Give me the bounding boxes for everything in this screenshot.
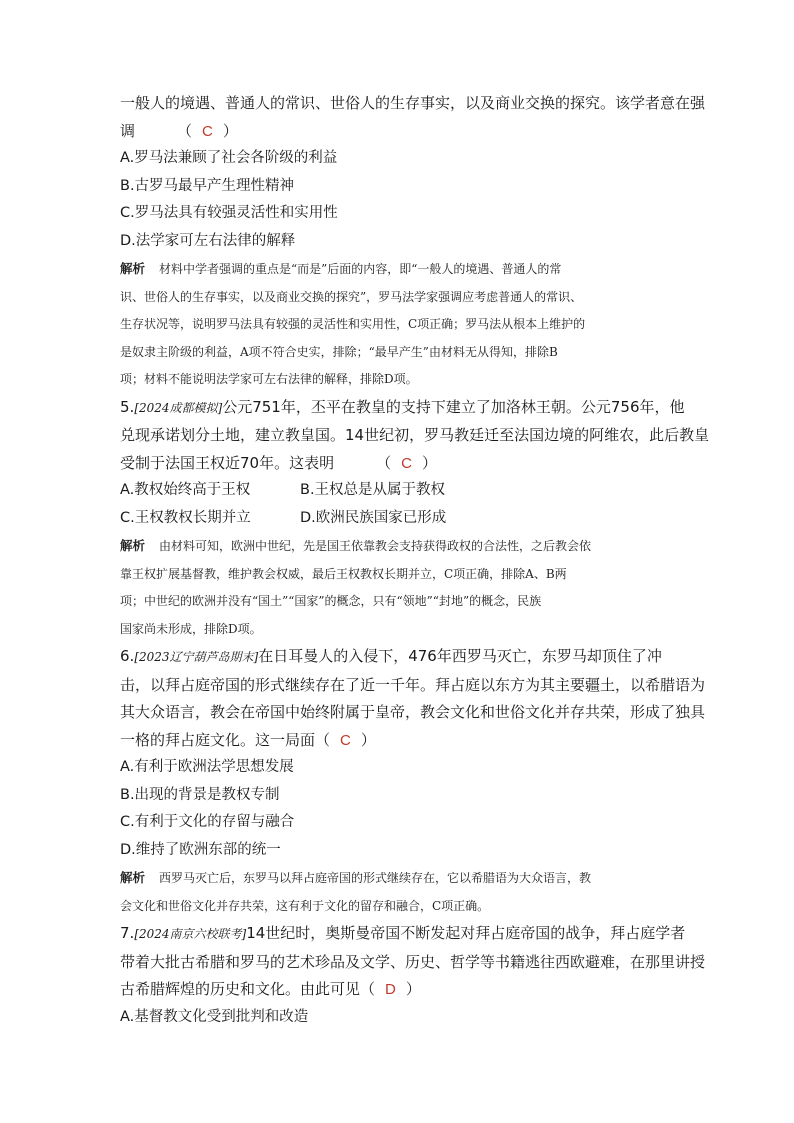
question-7-stem-line: 带着大批古希腊和罗马的艺术珍品及文学、历史、哲学等书籍逃往西欧避难，在那里讲授 [120,952,706,971]
option-a: A.基督教文化受到批判和改造 [120,1008,309,1025]
question-source: [2024成都模拟] [134,400,223,415]
option-c: C.罗马法具有较强灵活性和实用性 [120,205,338,221]
page-content [120,90,710,1031]
answer-bracket-open: （ [315,730,331,749]
question-source: [2024南京六校联考] [134,927,247,941]
option-d: D.维持了欧洲东部的统一 [120,841,281,858]
analysis-label: 解析 [120,538,146,553]
question-source: [2023辽宁葫芦岛期末] [134,650,259,664]
answer-letter: C [340,731,351,749]
question-5-stem-line: 兑现承诺划分土地，建立教皇国。14世纪初，罗马教廷迁至法国边境的阿维农，此后教皇 [120,426,710,444]
option-a: A.教权始终高于王权 [120,482,251,498]
question-number: 5. [120,397,135,416]
question-6-stem-line: 击，以拜占庭帝国的形式继续存在了近一千年。拜占庭以东方为其主要疆土，以希腊语为 [120,675,706,694]
question-7-stem-line: 7.[2024南京六校联考]14世纪时，奥斯曼帝国不断发起对拜占庭帝国的战争，拜占庭学者 [120,924,686,942]
option-d: D.欧洲民族国家已形成 [300,509,447,526]
question-5-stem-line: 5.[2024成都模拟]公元751年，丕平在教皇的支持下建立了加洛林王朝。公元756年，他 [120,397,685,416]
question-4-stem-line: 一般人的境遇、普通人的常识、世俗人的生存事实，以及商业交换的探究。该学者意在强 [120,94,706,112]
answer-bracket-close: ） [360,730,376,749]
analysis-label: 解析 [120,870,146,885]
question-6-stem-line: 6.[2023辽宁葫芦岛期末]在日耳曼人的入侵下，476年西罗马灭亡，东罗马却顶住了冲 [120,647,662,665]
option-c: C.有利于文化的存留与融合 [120,814,295,830]
question-4-stem-end: 调 [120,121,136,140]
question-number: 6. [120,647,135,665]
answer-letter: D [385,981,396,998]
question-6-stem-line: 一格的拜占庭文化。这一局面（ C ） [120,730,376,749]
answer-letter: C [202,122,213,140]
analysis-line: 识、世俗人的生存事实，以及商业交换的探究”，罗马法学家强调应考虑普通人的常识、 [120,289,583,304]
analysis-line: 解析 材料中学者强调的重点是“而是”后面的内容，即“一般人的境遇、普通人的常 [120,261,562,276]
analysis-line: 生存状况等，说明罗马法具有较强的灵活性和实用性，C项正确；罗马法从根本上维护的 [120,317,586,331]
option-b: B.王权总是从属于教权 [300,482,446,498]
question-7-stem-line: 古希腊辉煌的历史和文化。由此可见（ D ） [120,980,421,998]
option-a: A.罗马法兼顾了社会各阶级的利益 [120,150,338,166]
answer-bracket-close: ） [222,121,238,140]
answer-bracket-open: （ [376,453,392,472]
option-row [120,505,680,533]
question-5-stem-line: 受制于法国王权近70年。这表明 （ C ） [120,453,437,472]
option-c: C.王权教权长期并立 [120,509,251,526]
answer-letter: C [401,454,412,472]
analysis-line: 项；材料不能说明法学家可左右法律的解释，排除D项。 [120,372,418,386]
option-d: D.法学家可左右法律的解释 [120,232,296,249]
option-a: A.有利于欧洲法学思想发展 [120,759,294,775]
answer-bracket-open: （ [360,980,376,998]
answer-bracket-close: ） [405,980,421,998]
question-number: 7. [120,924,135,942]
analysis-label: 解析 [120,261,146,276]
answer-bracket-close: ） [421,453,437,472]
analysis-line: 是奴隶主阶级的利益，A项不符合史实，排除；“最早产生”由材料无从得知，排除B [120,344,558,359]
analysis-line: 项；中世纪的欧洲并没有“国土”“国家”的概念，只有“领地”“封地”的概念，民族 [120,594,542,608]
analysis-line: 解析 由材料可知，欧洲中世纪，先是国王依靠教会支持获得政权的合法性，之后教会依 [120,538,592,553]
analysis-line: 靠王权扩展基督教，维护教会权威，最后王权教权长期并立，C项正确，排除A、B两 [120,566,567,581]
analysis-line: 会文化和世俗文化并存共荣，这有利于文化的留存和融合，C项正确。 [120,898,490,913]
option-row [120,477,680,505]
question-4-stem-line [120,118,680,146]
option-b: B.古罗马最早产生理性精神 [120,177,295,194]
option-b: B.出现的背景是教权专制 [120,786,280,803]
question-6-stem-line: 其大众语言，教会在帝国中始终附属于皇帝，教会文化和世俗文化并存共荣，形成了独具 [120,703,706,721]
analysis-line: 解析 西罗马灭亡后，东罗马以拜占庭帝国的形式继续存在，它以希腊语为大众语言，教 [120,870,592,885]
answer-bracket-open: （ [177,121,193,140]
analysis-line: 国家尚未形成，排除D项。 [120,621,262,636]
